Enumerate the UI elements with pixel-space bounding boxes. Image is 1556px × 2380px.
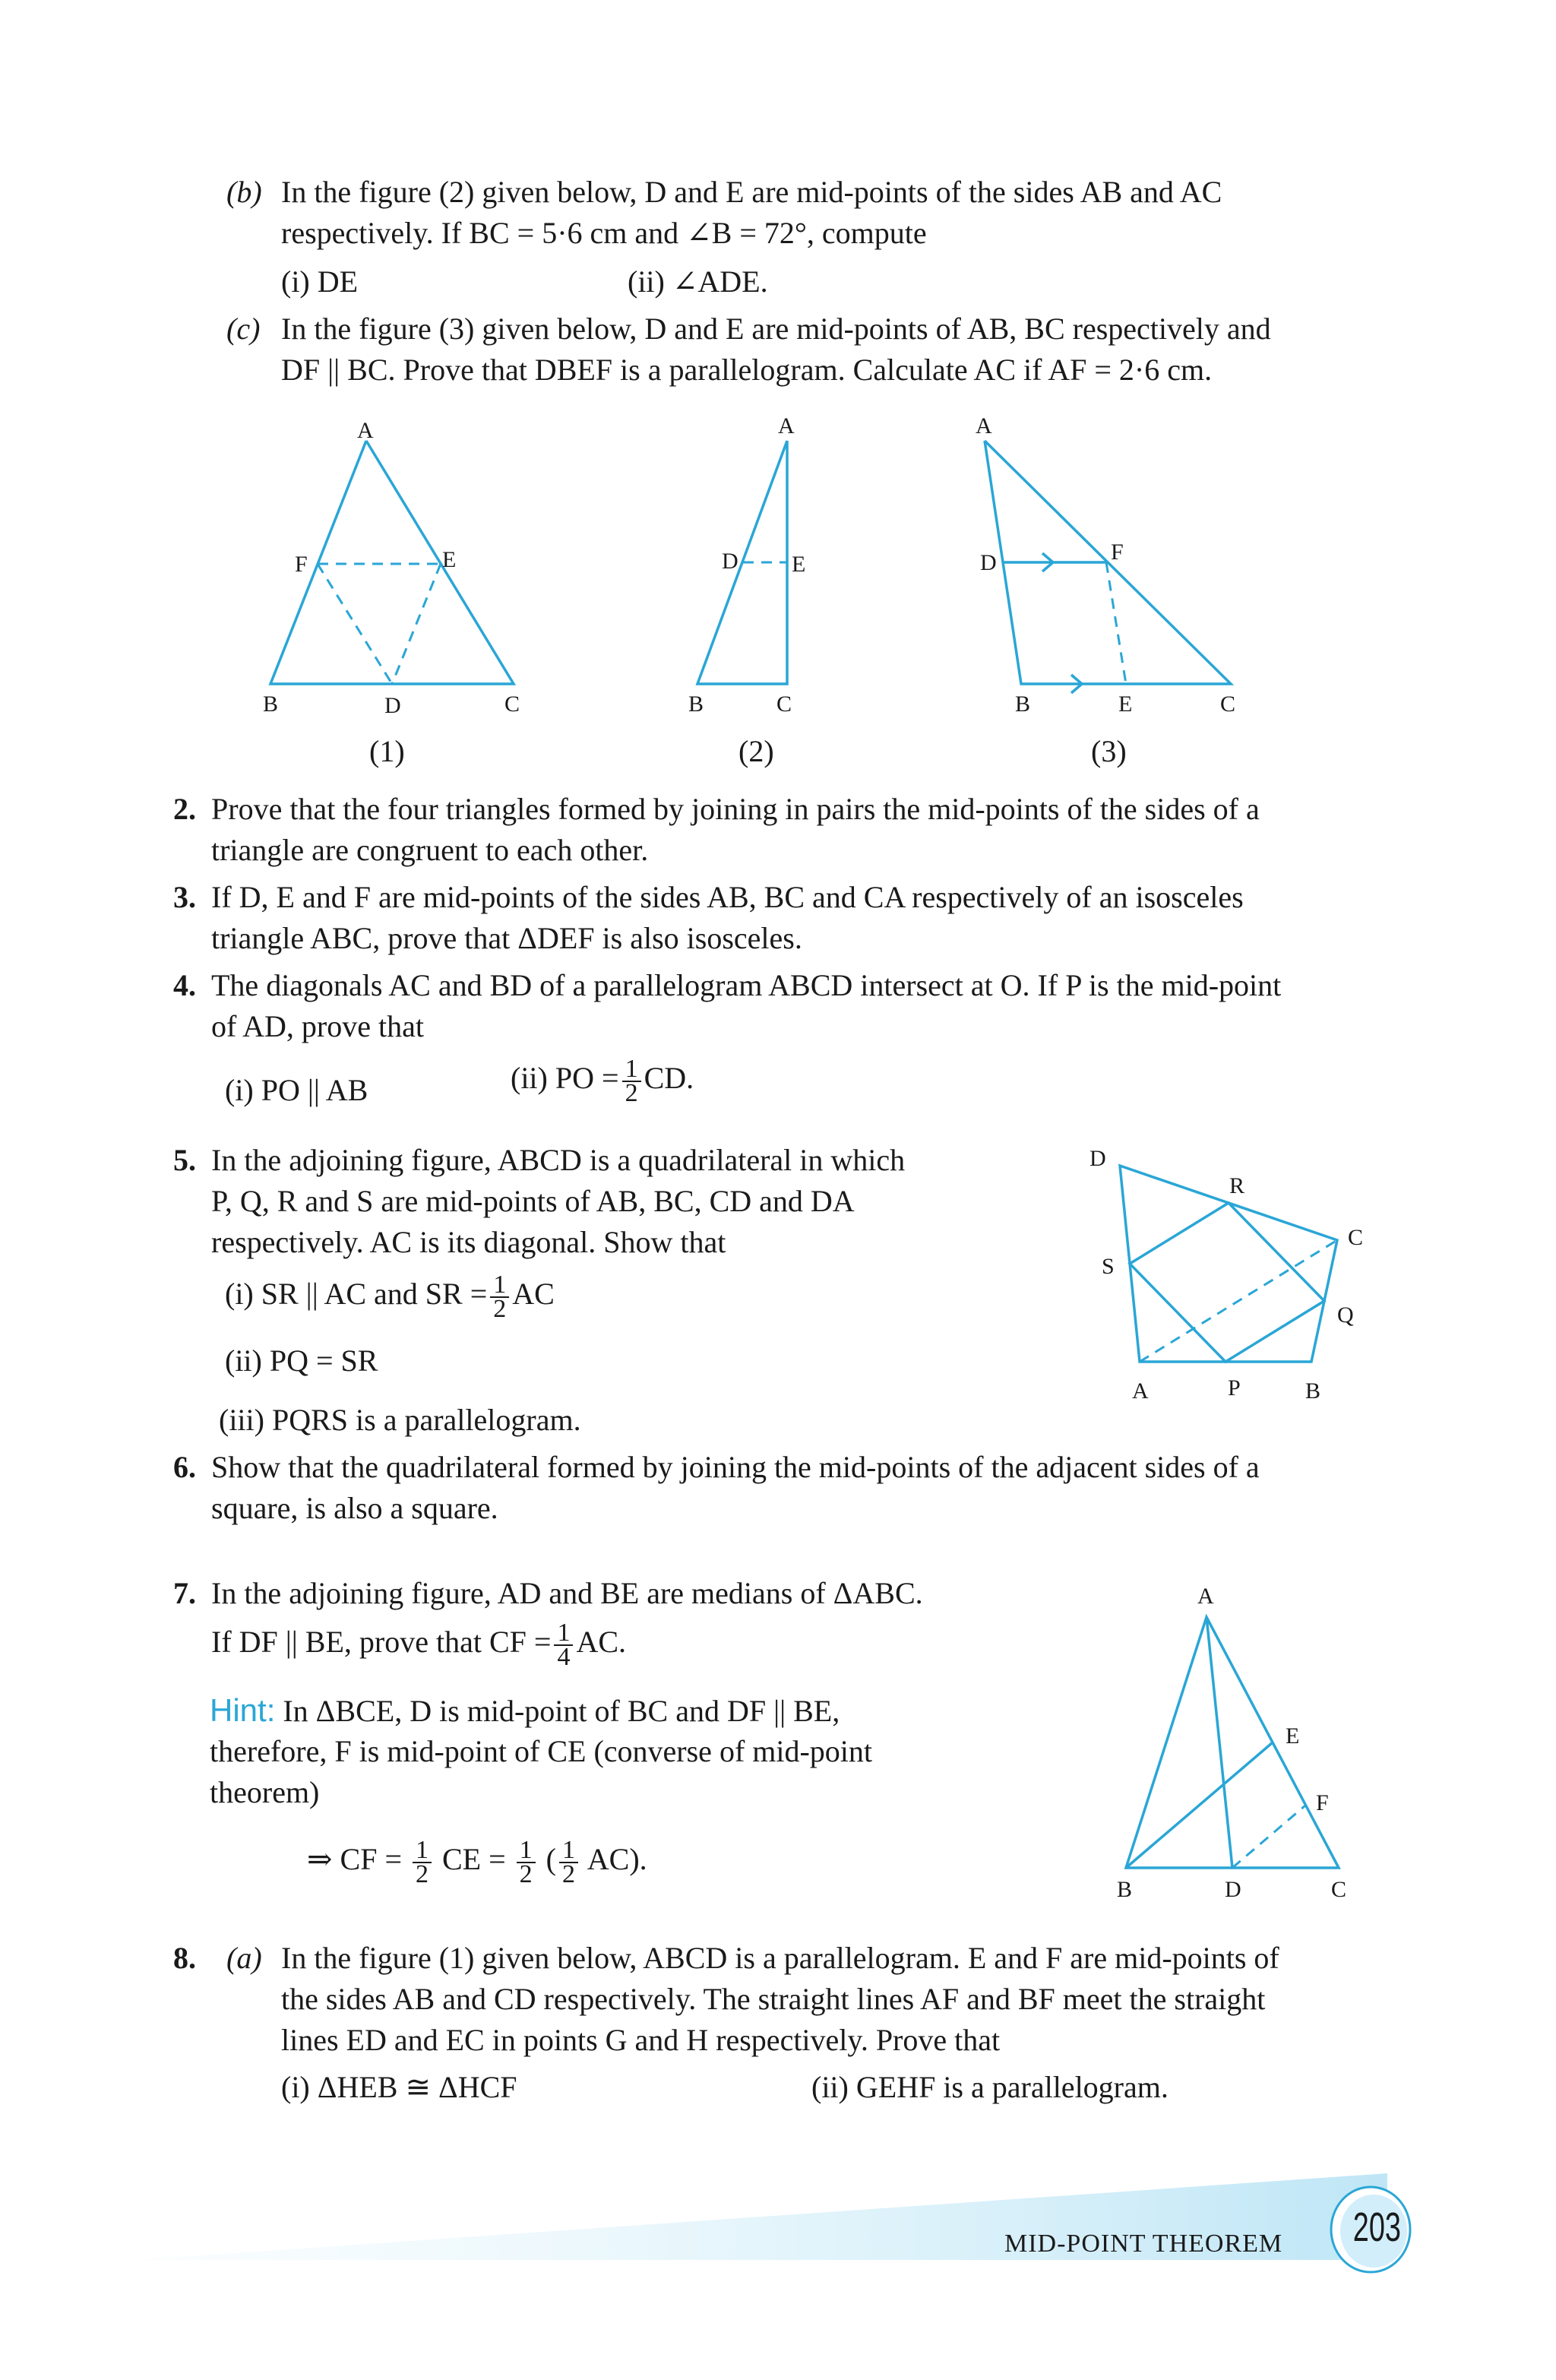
- q5-number: 5.: [173, 1143, 196, 1177]
- q5-part-ii: (ii) PQ = SR: [225, 1343, 378, 1378]
- q1c-line1: In the figure (3) given below, D and E are mid-points of AB, BC respectively and: [281, 312, 1271, 346]
- q7-median-ad: [1207, 1617, 1232, 1868]
- q7-calc-frac2: $\frac{1}{2}$: [517, 1839, 536, 1886]
- q5-label-p: P: [1228, 1375, 1241, 1400]
- q1c-label: (c): [226, 312, 261, 346]
- q7-label-a: A: [1197, 1584, 1214, 1609]
- fig3-line-fe: [1106, 562, 1126, 684]
- fig2-label-d: D: [722, 549, 738, 574]
- fig3-label-e: E: [1118, 692, 1133, 717]
- fig1-caption: (1): [369, 734, 405, 768]
- q7-line1: In the adjoining figure, AD and BE are medians of ΔABC.: [211, 1576, 923, 1610]
- fig2-triangle: [697, 441, 787, 684]
- q7-hint-line2: therefore, F is mid-point of CE (converse of mid-point: [210, 1734, 873, 1768]
- q8-part-i: (i) ΔHEB ≅ ΔHCF: [281, 2070, 517, 2104]
- fig2-label-e: E: [792, 552, 806, 577]
- q8a-label: (a): [226, 1941, 262, 1975]
- q4-part-i: (i) PO || AB: [225, 1073, 368, 1107]
- q7-calculation: [307, 1836, 647, 1888]
- fig3-label-f: F: [1111, 540, 1124, 565]
- fig1-label-d: D: [384, 693, 401, 718]
- fig1-label-b: B: [263, 692, 279, 717]
- fig3-label-d: D: [980, 550, 997, 575]
- q7-calc-frac3: $\frac{1}{2}$: [559, 1839, 578, 1886]
- q7-number: 7.: [173, 1576, 196, 1610]
- q5-label-d: D: [1090, 1146, 1106, 1171]
- q7-calc-paren: (: [546, 1842, 556, 1877]
- q4-fraction: $\frac{1}{2}$: [622, 1058, 641, 1105]
- q7-hint-text1: In ΔBCE, D is mid-point of BC and DF || BE,: [283, 1694, 840, 1728]
- hint-label: Hint:: [210, 1692, 276, 1728]
- q5-line3: respectively. AC is its diagonal. Show that: [211, 1225, 726, 1259]
- q6-line2: square, is also a square.: [211, 1491, 498, 1525]
- q5-fraction: $\frac{1}{2}$: [490, 1274, 509, 1321]
- q3-line2: triangle ABC, prove that ΔDEF is also isosceles.: [211, 921, 802, 955]
- q7-label-f: F: [1316, 1790, 1329, 1815]
- fig3-label-a: A: [976, 413, 992, 438]
- q7-calc-frac1: $\frac{1}{2}$: [413, 1839, 432, 1886]
- q4-line1: The diagonals AC and BD of a parallelogram ABCD intersect at O. If P is the mid-point: [211, 968, 1282, 1002]
- fig2-label-c: C: [776, 692, 792, 717]
- footer-chapter-title: MID-POINT THEOREM: [1004, 2230, 1283, 2258]
- q7-calc-ce: CE =: [442, 1842, 506, 1877]
- q4-number: 4.: [173, 968, 196, 1002]
- q7-hint-line3: theorem): [210, 1775, 320, 1809]
- q4-line2: of AD, prove that: [211, 1009, 424, 1043]
- q5-label-s: S: [1102, 1254, 1115, 1279]
- q7-line2-end: AC.: [576, 1625, 627, 1660]
- q8-part-ii: (ii) GEHF is a parallelogram.: [811, 2070, 1169, 2104]
- q7-calc-end: AC).: [587, 1842, 647, 1877]
- fig2-label-b: B: [688, 692, 704, 717]
- q5-part-i-text: (i) SR || AC and SR =: [225, 1277, 488, 1312]
- q7-triangle: [1126, 1617, 1339, 1868]
- q5-label-a: A: [1132, 1378, 1149, 1404]
- q2-number: 2.: [173, 792, 196, 826]
- fig1-line-ed: [392, 564, 441, 684]
- figure-2: [688, 413, 805, 717]
- q5-part-iii: (iii) PQRS is a parallelogram.: [219, 1403, 581, 1437]
- q7-fraction: $\frac{1}{4}$: [554, 1622, 573, 1669]
- fig3-label-b: B: [1015, 692, 1031, 717]
- fig2-caption: (2): [738, 734, 774, 768]
- figure-3: [976, 413, 1235, 717]
- q5-line1: In the adjoining figure, ABCD is a quadrilateral in which: [211, 1143, 906, 1177]
- q1b-label: (b): [226, 175, 262, 209]
- q6-number: 6.: [173, 1450, 196, 1484]
- q5-label-b: B: [1305, 1378, 1321, 1404]
- q7-calc-start: ⇒ CF =: [307, 1842, 402, 1877]
- q5-figure: [1064, 1132, 1383, 1421]
- q8-line2: the sides AB and CD respectively. The straight lines AF and BF meet the straight: [281, 1982, 1266, 2016]
- q4-part-ii: [511, 1055, 694, 1107]
- page-number: 203: [1352, 2204, 1401, 2250]
- fig2-label-a: A: [778, 413, 795, 438]
- q1b-part-ii: (ii) ∠ADE.: [628, 264, 768, 299]
- q7-line2: [211, 1619, 627, 1671]
- q7-label-c: C: [1331, 1877, 1347, 1902]
- q8-line1: In the figure (1) given below, ABCD is a parallelogram. E and F are mid-points of: [281, 1941, 1279, 1975]
- q7-line-df: [1232, 1806, 1305, 1868]
- q8-line3: lines ED and EC in points G and H respectively. Prove that: [281, 2023, 1001, 2057]
- fig1-label-e: E: [442, 547, 457, 572]
- fig1-label-c: C: [504, 692, 520, 717]
- q7-hint-line1: [210, 1690, 840, 1732]
- q5-label-c: C: [1348, 1225, 1364, 1250]
- q5-part-i-end: AC: [512, 1277, 555, 1312]
- q7-line2-text: If DF || BE, prove that CF =: [211, 1625, 552, 1660]
- fig1-label-a: A: [357, 418, 374, 443]
- q8-number: 8.: [173, 1941, 196, 1975]
- q4-part-ii-end: CD.: [644, 1061, 694, 1096]
- fig3-caption: (3): [1091, 734, 1127, 768]
- fig1-label-f: F: [295, 552, 308, 577]
- q1b-line1: In the figure (2) given below, D and E are mid-points of the sides AB and AC: [281, 175, 1222, 209]
- q1b-line2: respectively. If BC = 5·6 cm and ∠B = 72°, compute: [281, 216, 927, 250]
- q7-label-b: B: [1117, 1877, 1133, 1902]
- q7-label-e: E: [1286, 1723, 1300, 1749]
- q3-line1: If D, E and F are mid-points of the sides AB, BC and CA respectively of an isosceles: [211, 880, 1244, 914]
- q2-line2: triangle are congruent to each other.: [211, 833, 649, 867]
- fig3-label-c: C: [1220, 692, 1236, 717]
- q1-figures: [0, 0, 1556, 783]
- q1b-part-i: (i) DE: [281, 264, 359, 299]
- q2-line1: Prove that the four triangles formed by joining in pairs the mid-points of the sides of a: [211, 792, 1260, 826]
- q5-line2: P, Q, R and S are mid-points of AB, BC, CD and DA: [211, 1184, 855, 1218]
- fig1-line-fd: [318, 564, 392, 684]
- footer-band: [0, 2158, 1556, 2280]
- q7-median-be: [1126, 1742, 1273, 1868]
- q7-figure: [1094, 1573, 1383, 1907]
- q4-part-ii-text: (ii) PO =: [511, 1061, 619, 1096]
- q1c-line2: DF || BC. Prove that DBEF is a parallelogram. Calculate AC if AF = 2·6 cm.: [281, 353, 1213, 387]
- figure-1: [263, 418, 520, 718]
- q5-diagonal-ac: [1140, 1240, 1337, 1362]
- q5-part-i: [225, 1271, 555, 1323]
- q5-quadrilateral-abcd: [1120, 1166, 1337, 1362]
- q7-label-d: D: [1225, 1877, 1241, 1902]
- q5-label-q: Q: [1337, 1302, 1354, 1328]
- q5-label-r: R: [1229, 1173, 1245, 1198]
- q6-line1: Show that the quadrilateral formed by joining the mid-points of the adjacent sides of a: [211, 1450, 1260, 1484]
- q3-number: 3.: [173, 880, 196, 914]
